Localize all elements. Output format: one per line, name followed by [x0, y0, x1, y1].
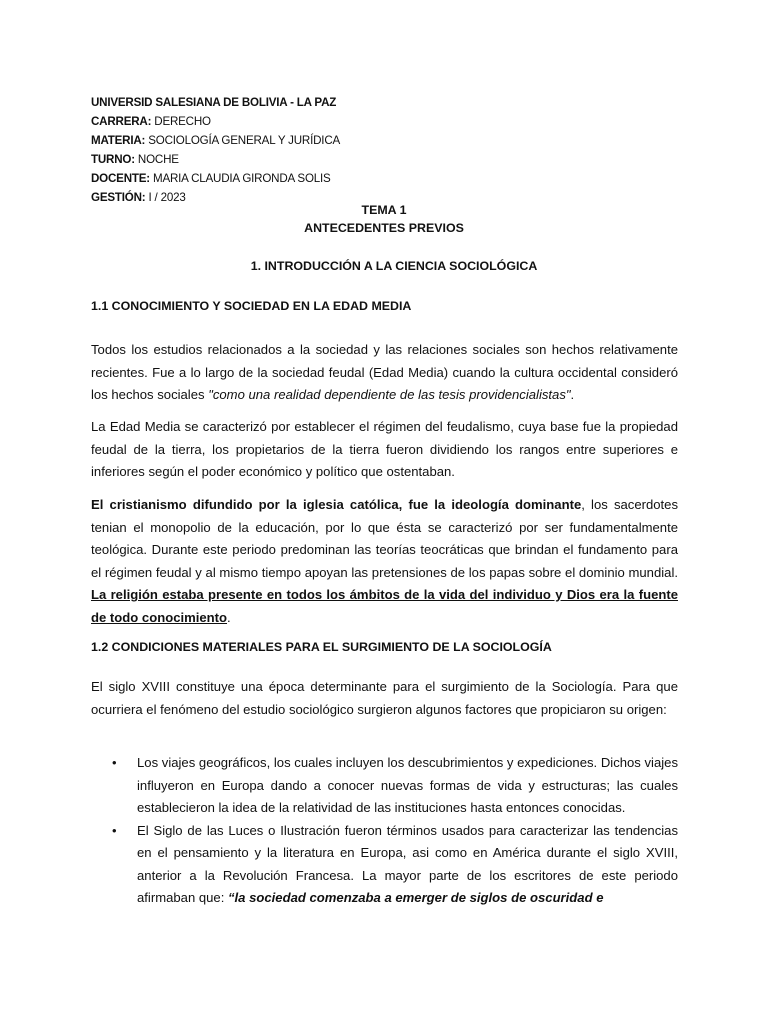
tema-title: TEMA 1 — [361, 203, 407, 217]
paragraph-intro-1-2: El siglo XVIII constituye una época determinante para el surgimiento de la Sociología. Para que ocurriera el fenómeno del estudio sociológico surgieron algunos factores que propiciaron su origen: — [91, 679, 678, 717]
university-line: UNIVERSID SALESIANA DE BOLIVIA - LA PAZ — [91, 96, 337, 109]
bullet-icon: • — [112, 822, 117, 838]
gestion-line: GESTIÓN: I / 2023 — [91, 191, 186, 204]
list-item: • Los viajes geográficos, los cuales incluyen los descubrimientos y expediciones. Dichos viajes influyeron en Europa dando a conocer nuevas formas de vida y estructuras; las cuales establecieron la idea de la relatividad de las instituciones hasta entonces conocidas. — [91, 752, 678, 820]
antecedentes-title: ANTECEDENTES PREVIOS — [304, 221, 464, 235]
list-item: • El Siglo de las Luces o Ilustración fueron términos usados para caracterizar las tendencias en el pensamiento y la literatura en Europa, asi como en América durante el siglo XVIII, anterior a la Revolución Francesa. La mayor parte de los escritores de este periodo afirmaban que: “la sociedad comenzaba a emerger de siglos de oscuridad e — [91, 820, 678, 910]
carrera-line: CARRERA: DERECHO — [91, 115, 211, 128]
paragraph-2: La Edad Media se caracterizó por establecer el régimen del feudalismo, cuya base fue la propiedad feudal de la tierra, los propietarios de la tierra fueron dividiendo los rangos entre superiores e inferiores según el poder económico y político que ostentaban. — [91, 419, 678, 479]
underlined-statement: La religión estaba presente en todos los ámbitos de la vida del individuo y Dios era la fuente de todo conocimiento — [91, 587, 678, 625]
section-1-2-heading: 1.2 CONDICIONES MATERIALES PARA EL SURGIMIENTO DE LA SOCIOLOGÍA — [91, 640, 552, 654]
factors-list — [91, 752, 678, 910]
paragraph-1: Todos los estudios relacionados a la sociedad y las relaciones sociales son hechos relativamente recientes. Fue a lo largo de la sociedad feudal (Edad Media) cuando la cultura occidental consideró los hechos sociales "como una realidad dependiente de las tesis providencialistas". — [91, 342, 678, 402]
turno-line: TURNO: NOCHE — [91, 153, 179, 166]
section-1-1-heading: 1.1 CONOCIMIENTO Y SOCIEDAD EN LA EDAD MEDIA — [91, 299, 412, 313]
docente-line: DOCENTE: MARIA CLAUDIA GIRONDA SOLIS — [91, 172, 331, 185]
section-1-heading: 1. INTRODUCCIÓN A LA CIENCIA SOCIOLÓGICA — [250, 259, 538, 273]
materia-line: MATERIA: SOCIOLOGÍA GENERAL Y JURÍDICA — [91, 134, 341, 147]
bullet-icon: • — [112, 755, 117, 770]
paragraph-3: El cristianismo difundido por la iglesia católica, fue la ideología dominante, los sacerdotes tenian el monopolio de la educación, por lo que ésta se caracterizó por ser fundamentalmente teológica. Durante este periodo predominan las teorías teocráticas que brindan el fundamento para el régimen feudal y al mismo tiempo apoyan las pretensiones de los papas sobre el dominio mundial. La religión estaba presente en todos los ámbitos de la vida del individuo y Dios era la fuente de todo conocimiento. — [91, 497, 678, 625]
document-header — [91, 93, 340, 207]
